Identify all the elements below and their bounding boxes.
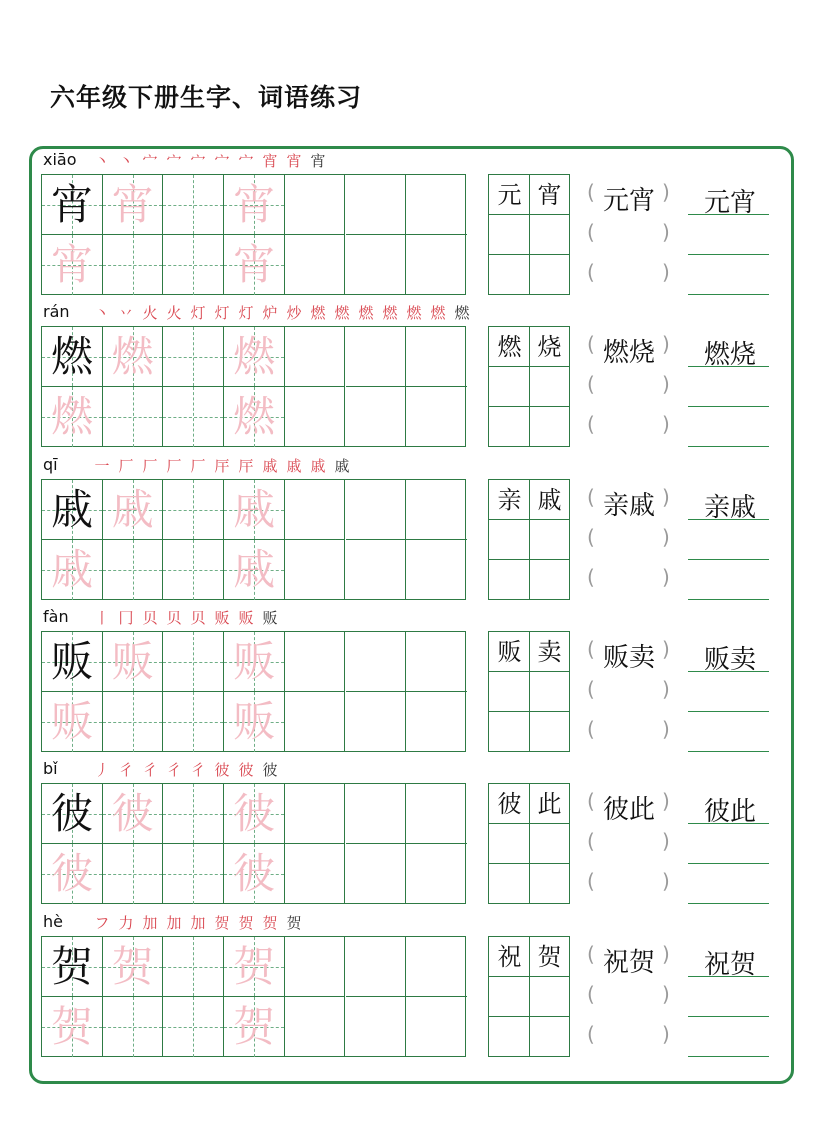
paren-close: )	[662, 332, 670, 356]
practice-cell[interactable]	[346, 540, 407, 600]
writing-grid	[41, 783, 466, 904]
practice-cell[interactable]	[285, 175, 346, 235]
stroke-step: 燃	[382, 304, 398, 322]
lined-word: 彼此	[703, 797, 756, 827]
word-char: 烧	[537, 333, 562, 361]
answer-line[interactable]	[688, 366, 769, 367]
stroke-step: 厂	[190, 457, 206, 475]
stroke-step: 贩	[238, 609, 254, 627]
practice-cell[interactable]	[163, 327, 224, 387]
parenthesized-word: 元宵	[602, 186, 655, 216]
stroke-step: 宀	[190, 152, 206, 170]
word-cell[interactable]	[489, 560, 530, 600]
trace-char: 戚	[111, 485, 154, 534]
stroke-order	[90, 150, 330, 172]
trace-char: 宵	[111, 180, 154, 229]
stroke-step: 丶	[118, 152, 134, 170]
practice-cell[interactable]	[346, 235, 407, 295]
stroke-step: 丷	[118, 304, 134, 322]
practice-cell[interactable]	[285, 844, 346, 904]
word-cell[interactable]	[529, 977, 570, 1017]
answer-line[interactable]	[688, 823, 769, 824]
pinyin-label: fàn	[43, 607, 69, 626]
paren-open: (	[587, 677, 595, 701]
practice-cell[interactable]	[346, 327, 407, 387]
word-cell[interactable]	[489, 367, 530, 407]
stroke-step: 贺	[238, 914, 254, 932]
stroke-step: 彳	[142, 761, 158, 779]
paren-close: )	[662, 220, 670, 244]
word-char: 彼	[497, 790, 522, 818]
trace-char: 彼	[50, 849, 93, 898]
stroke-step: 厂	[166, 457, 182, 475]
practice-cell[interactable]	[103, 540, 164, 600]
practice-cell[interactable]	[406, 692, 467, 752]
stroke-step: 彳	[190, 761, 206, 779]
trace-char: 贺	[50, 1002, 93, 1051]
word-grid	[488, 936, 570, 1057]
paren-open: (	[587, 982, 595, 1006]
stroke-step: 炒	[286, 304, 302, 322]
trace-char: 彼	[233, 789, 276, 838]
paren-open: (	[587, 412, 595, 436]
trace-char: 彼	[233, 849, 276, 898]
practice-cell[interactable]	[406, 632, 467, 692]
stroke-step: 炉	[262, 304, 278, 322]
trace-char: 贩	[111, 637, 154, 686]
answer-line[interactable]	[688, 519, 769, 520]
pinyin-label: qī	[43, 455, 58, 474]
word-cell[interactable]	[489, 864, 530, 904]
stroke-step: 宵	[262, 152, 278, 170]
stroke-step: 厈	[238, 457, 254, 475]
practice-cell[interactable]	[346, 692, 407, 752]
paren-close: )	[662, 869, 670, 893]
word-cell[interactable]	[529, 367, 570, 407]
word-char: 元	[497, 181, 522, 209]
practice-cell[interactable]	[103, 692, 164, 752]
practice-cell[interactable]	[285, 540, 346, 600]
word-char: 贩	[497, 638, 522, 666]
stroke-step: 加	[190, 914, 206, 932]
paren-close: )	[662, 412, 670, 436]
stroke-step: 宵	[310, 152, 326, 170]
word-char: 贺	[537, 943, 562, 971]
stroke-step: 贝	[190, 609, 206, 627]
paren-close: )	[662, 1022, 670, 1046]
writing-grid	[41, 936, 466, 1057]
practice-cell[interactable]	[163, 937, 224, 997]
answer-line[interactable]	[688, 1056, 769, 1057]
word-cell[interactable]	[489, 1017, 530, 1057]
trace-char: 贺	[233, 942, 276, 991]
practice-cell[interactable]	[346, 480, 407, 540]
answer-line[interactable]	[688, 751, 769, 752]
stroke-step: 燃	[358, 304, 374, 322]
parenthesized-word: 燃烧	[602, 338, 655, 368]
answer-line[interactable]	[688, 903, 769, 904]
word-char: 宵	[537, 181, 562, 209]
practice-cell[interactable]	[406, 997, 467, 1057]
stroke-order	[90, 912, 306, 934]
stroke-step: 彳	[166, 761, 182, 779]
stroke-step: 宵	[286, 152, 302, 170]
practice-cell[interactable]	[285, 480, 346, 540]
word-char: 祝	[497, 943, 522, 971]
practice-cell[interactable]	[285, 327, 346, 387]
stroke-order	[90, 759, 282, 781]
practice-cell[interactable]	[163, 387, 224, 447]
char-section	[0, 912, 836, 1064]
paren-open: (	[587, 565, 595, 589]
pinyin-label: bǐ	[43, 759, 58, 778]
writing-grid	[41, 479, 466, 600]
answer-line[interactable]	[688, 863, 769, 864]
lined-word: 贩卖	[703, 645, 756, 675]
word-char: 此	[537, 790, 562, 818]
writing-grid	[41, 631, 466, 752]
stroke-step: 宀	[166, 152, 182, 170]
stroke-step: 贩	[214, 609, 230, 627]
practice-cell[interactable]	[285, 632, 346, 692]
word-grid	[488, 783, 570, 904]
trace-char: 彼	[111, 789, 154, 838]
lined-word: 燃烧	[703, 340, 756, 370]
paren-close: )	[662, 372, 670, 396]
answer-line[interactable]	[688, 711, 769, 712]
paren-close: )	[662, 717, 670, 741]
paren-open: (	[587, 372, 595, 396]
stroke-step: フ	[94, 914, 110, 932]
practice-cell[interactable]	[163, 784, 224, 844]
practice-cell[interactable]	[285, 387, 346, 447]
char-section	[0, 302, 836, 454]
word-cell[interactable]	[529, 1017, 570, 1057]
stroke-order	[90, 302, 474, 324]
trace-char: 燃	[111, 332, 154, 381]
model-char: 贩	[50, 637, 93, 686]
word-char: 戚	[537, 486, 562, 514]
word-cell[interactable]	[529, 407, 570, 447]
stroke-step: 贺	[286, 914, 302, 932]
practice-cell[interactable]	[285, 692, 346, 752]
paren-close: )	[662, 942, 670, 966]
stroke-step: 彼	[214, 761, 230, 779]
answer-line[interactable]	[688, 254, 769, 255]
trace-char: 宵	[233, 180, 276, 229]
practice-cell[interactable]	[163, 692, 224, 752]
answer-line[interactable]	[688, 446, 769, 447]
answer-line[interactable]	[688, 599, 769, 600]
stroke-step: 贺	[262, 914, 278, 932]
stroke-step: 厂	[118, 457, 134, 475]
stroke-step: 燃	[430, 304, 446, 322]
answer-line[interactable]	[688, 406, 769, 407]
parenthesized-word: 亲戚	[602, 491, 655, 521]
paren-open: (	[587, 637, 595, 661]
practice-cell[interactable]	[285, 937, 346, 997]
practice-cell[interactable]	[285, 235, 346, 295]
stroke-step: 燃	[454, 304, 470, 322]
word-grid	[488, 326, 570, 447]
pinyin-label: xiāo	[43, 150, 77, 169]
word-char: 亲	[497, 486, 522, 514]
practice-cell[interactable]	[406, 784, 467, 844]
writing-grid	[41, 174, 466, 295]
word-cell[interactable]	[489, 407, 530, 447]
stroke-step: 彼	[238, 761, 254, 779]
stroke-step: 燃	[406, 304, 422, 322]
practice-cell[interactable]	[346, 632, 407, 692]
stroke-step: 冂	[118, 609, 134, 627]
stroke-step: 火	[142, 304, 158, 322]
stroke-step: 灯	[238, 304, 254, 322]
practice-cell[interactable]	[346, 784, 407, 844]
trace-char: 贩	[233, 697, 276, 746]
word-cell[interactable]	[489, 977, 530, 1017]
answer-line[interactable]	[688, 294, 769, 295]
stroke-step: 加	[142, 914, 158, 932]
trace-char: 宵	[233, 240, 276, 289]
word-cell[interactable]	[489, 255, 530, 295]
stroke-step: 彼	[262, 761, 278, 779]
practice-cell[interactable]	[406, 937, 467, 997]
word-cell[interactable]	[529, 712, 570, 752]
answer-line[interactable]	[688, 671, 769, 672]
stroke-step: 贝	[166, 609, 182, 627]
stroke-step: 丶	[94, 152, 110, 170]
paren-open: (	[587, 260, 595, 284]
stroke-step: 彳	[118, 761, 134, 779]
trace-char: 贺	[111, 942, 154, 991]
practice-cell[interactable]	[163, 540, 224, 600]
stroke-step: 力	[118, 914, 134, 932]
stroke-step: 贝	[142, 609, 158, 627]
writing-grid	[41, 326, 466, 447]
paren-open: (	[587, 869, 595, 893]
paren-open: (	[587, 829, 595, 853]
lined-word: 祝贺	[703, 950, 756, 980]
practice-cell[interactable]	[285, 784, 346, 844]
practice-cell[interactable]	[285, 997, 346, 1057]
stroke-step: 灯	[214, 304, 230, 322]
stroke-step: 燃	[310, 304, 326, 322]
practice-cell[interactable]	[103, 997, 164, 1057]
word-grid	[488, 631, 570, 752]
trace-char: 贩	[233, 637, 276, 686]
word-char: 卖	[537, 638, 562, 666]
practice-cell[interactable]	[346, 175, 407, 235]
stroke-step: 戚	[286, 457, 302, 475]
practice-cell[interactable]	[406, 387, 467, 447]
paren-close: )	[662, 982, 670, 1006]
word-cell[interactable]	[489, 824, 530, 864]
answer-line[interactable]	[688, 559, 769, 560]
stroke-step: 灯	[190, 304, 206, 322]
stroke-step: 宀	[214, 152, 230, 170]
practice-cell[interactable]	[103, 387, 164, 447]
stroke-step: 戚	[310, 457, 326, 475]
paren-close: )	[662, 525, 670, 549]
word-cell[interactable]	[529, 560, 570, 600]
answer-line[interactable]	[688, 214, 769, 215]
word-cell[interactable]	[489, 712, 530, 752]
stroke-step: 丶	[94, 304, 110, 322]
char-section	[0, 607, 836, 759]
trace-char: 燃	[233, 392, 276, 441]
word-cell[interactable]	[529, 215, 570, 255]
stroke-step: 火	[166, 304, 182, 322]
word-char: 燃	[497, 333, 522, 361]
word-grid	[488, 174, 570, 295]
practice-cell[interactable]	[406, 235, 467, 295]
practice-cell[interactable]	[406, 480, 467, 540]
paren-close: )	[662, 677, 670, 701]
stroke-step: 加	[166, 914, 182, 932]
paren-open: (	[587, 332, 595, 356]
trace-char: 戚	[233, 545, 276, 594]
trace-char: 燃	[233, 332, 276, 381]
practice-cell[interactable]	[406, 175, 467, 235]
pinyin-label: rán	[43, 302, 70, 321]
parenthesized-word: 彼此	[602, 795, 655, 825]
paren-open: (	[587, 1022, 595, 1046]
stroke-step: 丨	[94, 609, 110, 627]
stroke-step: 贺	[214, 914, 230, 932]
parenthesized-word: 祝贺	[602, 948, 655, 978]
model-char: 贺	[50, 942, 93, 991]
stroke-order	[90, 455, 354, 477]
paren-close: )	[662, 485, 670, 509]
word-cell[interactable]	[529, 824, 570, 864]
stroke-step: 燃	[334, 304, 350, 322]
paren-open: (	[587, 717, 595, 741]
model-char: 宵	[50, 180, 93, 229]
stroke-step: 宀	[142, 152, 158, 170]
paren-close: )	[662, 260, 670, 284]
word-cell[interactable]	[529, 520, 570, 560]
stroke-step: 一	[94, 457, 110, 475]
paren-open: (	[587, 525, 595, 549]
trace-char: 贺	[233, 1002, 276, 1051]
paren-close: )	[662, 789, 670, 813]
word-cell[interactable]	[489, 215, 530, 255]
paren-open: (	[587, 485, 595, 509]
word-cell[interactable]	[529, 255, 570, 295]
parenthesized-word: 贩卖	[602, 643, 655, 673]
word-cell[interactable]	[489, 520, 530, 560]
model-char: 燃	[50, 332, 93, 381]
trace-char: 戚	[50, 545, 93, 594]
char-section	[0, 759, 836, 911]
practice-cell[interactable]	[406, 327, 467, 387]
char-section	[0, 150, 836, 302]
stroke-order	[90, 607, 282, 629]
answer-line[interactable]	[688, 1016, 769, 1017]
practice-cell[interactable]	[163, 175, 224, 235]
paren-open: (	[587, 220, 595, 244]
stroke-step: 戚	[334, 457, 350, 475]
stroke-step: 宀	[238, 152, 254, 170]
stroke-step: 厂	[142, 457, 158, 475]
paren-open: (	[587, 180, 595, 204]
practice-cell[interactable]	[103, 235, 164, 295]
word-grid	[488, 479, 570, 600]
model-char: 戚	[50, 485, 93, 534]
word-cell[interactable]	[489, 672, 530, 712]
practice-cell[interactable]	[406, 540, 467, 600]
trace-char: 贩	[50, 697, 93, 746]
stroke-step: 丿	[94, 761, 110, 779]
char-section	[0, 455, 836, 607]
paren-close: )	[662, 637, 670, 661]
pinyin-label: hè	[43, 912, 63, 931]
practice-cell[interactable]	[346, 844, 407, 904]
paren-close: )	[662, 180, 670, 204]
trace-char: 戚	[233, 485, 276, 534]
word-cell[interactable]	[529, 672, 570, 712]
page-title: 六年级下册生字、词语练习	[50, 83, 363, 112]
practice-cell[interactable]	[103, 844, 164, 904]
lined-word: 亲戚	[703, 493, 756, 523]
practice-cell[interactable]	[163, 997, 224, 1057]
paren-open: (	[587, 789, 595, 813]
paren-close: )	[662, 565, 670, 589]
trace-char: 燃	[50, 392, 93, 441]
practice-cell[interactable]	[346, 997, 407, 1057]
practice-cell[interactable]	[406, 844, 467, 904]
model-char: 彼	[50, 789, 93, 838]
practice-cell[interactable]	[163, 235, 224, 295]
word-cell[interactable]	[529, 864, 570, 904]
practice-cell[interactable]	[163, 844, 224, 904]
trace-char: 宵	[50, 240, 93, 289]
practice-cell[interactable]	[163, 632, 224, 692]
practice-cell[interactable]	[346, 937, 407, 997]
paren-close: )	[662, 829, 670, 853]
answer-line[interactable]	[688, 976, 769, 977]
practice-cell[interactable]	[346, 387, 407, 447]
stroke-step: 厈	[214, 457, 230, 475]
practice-cell[interactable]	[163, 480, 224, 540]
lined-word: 元宵	[703, 188, 756, 218]
stroke-step: 贩	[262, 609, 278, 627]
stroke-step: 戚	[262, 457, 278, 475]
paren-open: (	[587, 942, 595, 966]
